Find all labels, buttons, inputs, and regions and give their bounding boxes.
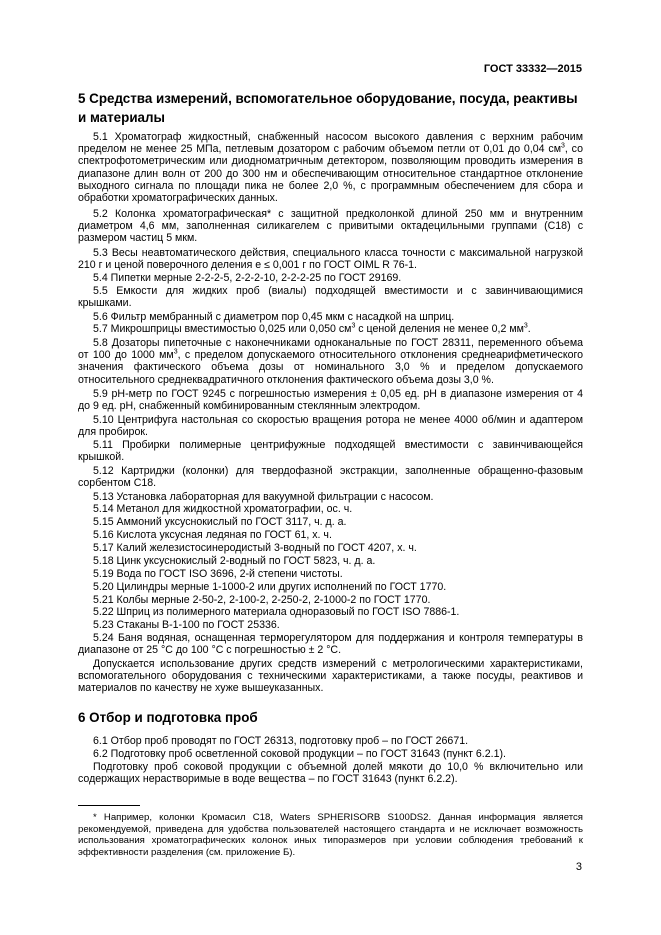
item-6-2: 6.2 Подготовку проб осветленной соковой продукции – по ГОСТ 31643 (пункт 6.2.1).: [93, 748, 506, 760]
document-code-header: ГОСТ 33332—2015: [483, 63, 582, 75]
section-5-note: Допускается использование других средств измерений с метрологическими характеристиками, вспомогательного оборудования с техническими характеристиками, а также посуды, реактивов и материалов по качеству не хуже вышеуказанных.: [78, 658, 583, 695]
item-5-8: 5.8 Дозаторы пипеточные с наконечниками одноканальные по ГОСТ 28311, переменного объема от 100 до 1000 $мм^3$, с пределом допускаемого относительного отклонения среднеарифметического значения фактического объема дозы от номинального 3,0 % и пределом допускаемого относительного среднеквадратичного отклонения фактического объема дозы 3,0 %.: [78, 337, 583, 386]
item-5-2: 5.2 Колонка хроматографическая* с защитной предколонкой длиной 250 мм и внутренним диаметром 4,6 мм, заполненная силикагелем с привитыми октадецильными группами (С18) с размером частиц 5 мкм.: [78, 208, 583, 245]
item-5-17: 5.17 Калий железистосинеродистый 3-водный по ГОСТ 4207, х. ч.: [93, 542, 417, 554]
item-5-21: 5.21 Колбы мерные 2-50-2, 2-100-2, 2-250-2, 2-1000-2 по ГОСТ 1770.: [93, 594, 431, 606]
item-5-16: 5.16 Кислота уксусная ледяная по ГОСТ 61, х. ч.: [93, 529, 332, 541]
item-5-18: 5.18 Цинк уксуснокислый 2-водный по ГОСТ 5823, ч. д. а.: [93, 555, 376, 567]
item-5-15: 5.15 Аммоний уксуснокислый по ГОСТ 3117, ч. д. а.: [93, 516, 347, 528]
footnote: * Например, колонки Кромасил С18, Waters SPHERISORB S100DS2. Данная информация является рекомендуемой, приведена для удобства пользователей настоящего стандарта и не исключает возможность использования хроматографических колонок иных типоразмеров при условии соблюдения требований к эффективности разделения (см. приложение Б).: [78, 812, 583, 858]
item-5-13: 5.13 Установка лабораторная для вакуумной фильтрации с насосом.: [93, 491, 434, 503]
item-5-20: 5.20 Цилиндры мерные 1-1000-2 или других исполнений по ГОСТ 1770.: [93, 581, 447, 593]
item-5-19: 5.19 Вода по ГОСТ ISO 3696, 2-й степени чистоты.: [93, 568, 343, 580]
item-5-14: 5.14 Метанол для жидкостной хроматографии, ос. ч.: [93, 503, 353, 515]
item-5-3: 5.3 Весы неавтоматического действия, специального класса точности с максимальной нагрузкой 210 г и ценой поверочного деления e ≤ 0,001 г по ГОСТ OIML R 76-1.: [78, 247, 583, 272]
item-5-1: 5.1 Хроматограф жидкостный, снабженный насосом высокого давления с верхним рабочим пределом не менее 25 МПа, петлевым дозатором с рабочим объемом петли от 0,01 до 0,04 $см^3$, со спектрофотометрическим или диодноматричным детектором, позволяющим проводить измерения в диапазоне длин волн от 200 до 300 нм и обеспечивающим относительное стандартное отклонение выходного сигнала по площади пика не более 2,0 %, с программным обеспечением для сбора и обработки хроматографических данных.: [78, 131, 583, 205]
item-5-7: 5.7 Микрошприцы вместимостью 0,025 или 0,050 $см^3$ с ценой деления не менее 0,2 $мм^3$.: [93, 322, 531, 335]
page-number: 3: [575, 861, 582, 873]
item-5-12: 5.12 Картриджи (колонки) для твердофазной экстракции, заполненные обращенно-фазовым сорбентом С18.: [78, 465, 583, 490]
item-5-22: 5.22 Шприц из полимерного материала одноразовый по ГОСТ ISO 7886-1.: [93, 606, 460, 618]
item-6-1: 6.1 Отбор проб проводят по ГОСТ 26313, подготовку проб – по ГОСТ 26671.: [93, 735, 469, 747]
section-6-title: 6 Отбор и подготовка проб: [78, 710, 258, 725]
item-5-23: 5.23 Стаканы В-1-100 по ГОСТ 25336.: [93, 619, 280, 631]
item-5-5: 5.5 Емкости для жидких проб (виалы) подходящей вместимости и с завинчивающимися крышками.: [78, 285, 583, 310]
item-5-4: 5.4 Пипетки мерные 2-2-2-5, 2-2-2-10, 2-2-2-25 по ГОСТ 29169.: [93, 272, 402, 284]
item-5-9: 5.9 pH-метр по ГОСТ 9245 с погрешностью измерения ± 0,05 ед. pH в диапазоне измерения от 4 до 9 ед. pH, снабженный комбинированным стеклянным электродом.: [78, 388, 583, 413]
item-5-11: 5.11 Пробирки полимерные центрифужные подходящей вместимости с завинчивающейся крышкой.: [78, 439, 583, 464]
footnote-divider: [78, 805, 140, 806]
item-5-6: 5.6 Фильтр мембранный с диаметром пор 0,45 мкм с насадкой на шприц.: [93, 311, 455, 323]
item-5-24: 5.24 Баня водяная, оснащенная терморегулятором для поддержания и контроля температуры в диапазоне от 25 °С до 100 °С с погрешностью ± 2 °С.: [78, 632, 583, 657]
item-5-10: 5.10 Центрифуга настольная со скоростью вращения ротора не менее 4000 об/мин и адаптером для пробирок.: [78, 414, 583, 439]
section-5-title: 5 Средства измерений, вспомогательное оборудование, посуда, реактивы и материалы: [78, 91, 578, 125]
item-6-2-continued: Подготовку проб соковой продукции с объемной долей мякоти до 10,0 % включительно или содержащих нерастворимые в воде вещества – по ГОСТ 31643 (пункт 6.2.2).: [78, 761, 583, 786]
